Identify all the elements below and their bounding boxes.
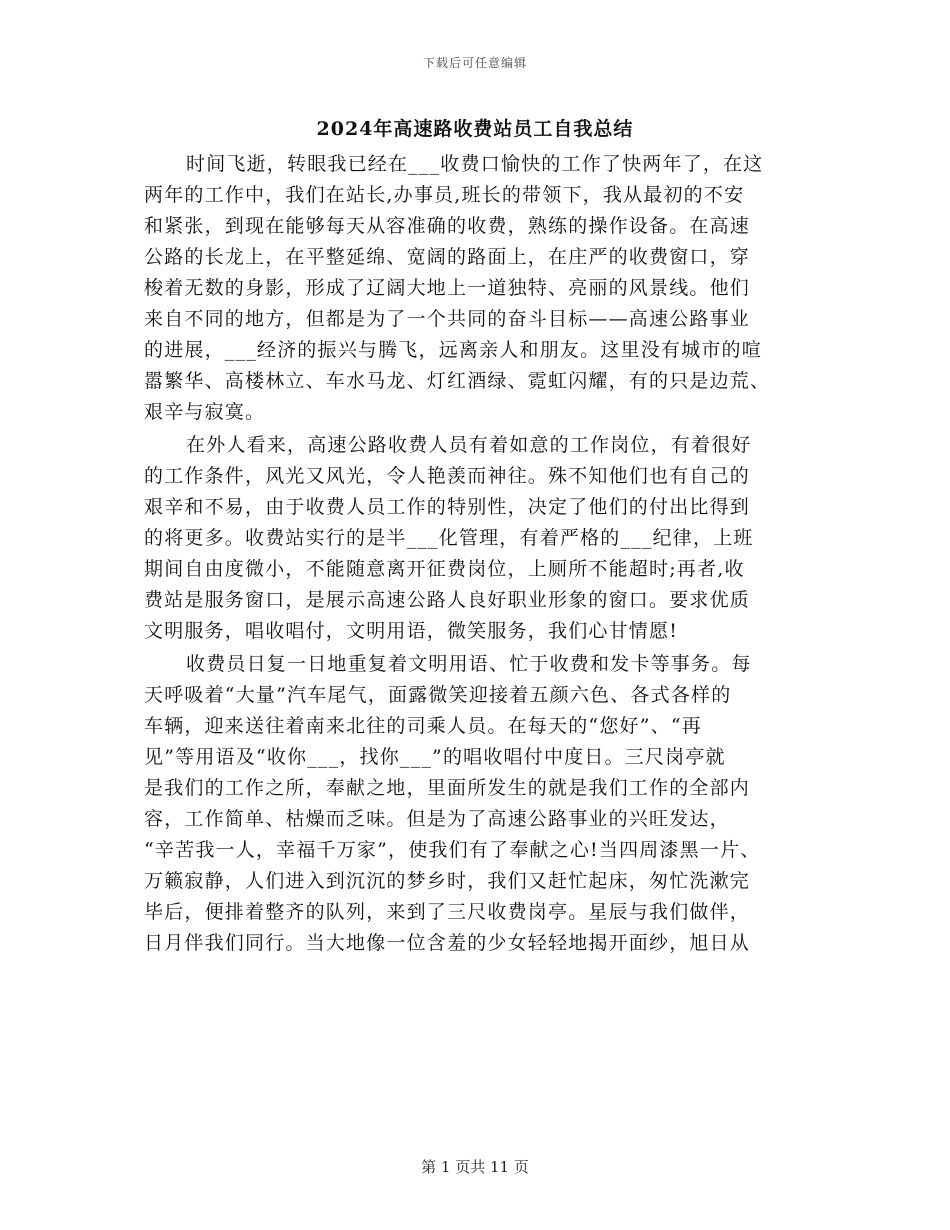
paragraph-line: 车辆，迎来送往着南来北往的司乘人员。在每天的“您好”、“再 <box>144 715 702 737</box>
paragraph-line: “辛苦我一人，幸福千万家”，使我们有了奉献之心!当四周漆黑一片、 <box>144 839 761 861</box>
paragraph-line: 嚣繁华、高楼林立、车水马龙、灯红酒绿、霓虹闪耀，有的只是边荒、 <box>144 370 771 392</box>
document-body <box>144 149 816 959</box>
paragraph-2 <box>144 430 816 647</box>
paragraph-line: 公路的长龙上，在平整延绵、宽阔的路面上，在庄严的收费窗口，穿 <box>144 246 751 268</box>
paragraph-line: 的进展，___经济的振兴与腾飞，远离亲人和朋友。这里没有城市的喧 <box>144 339 762 361</box>
paragraph-line: 和紧张，到现在能够每天从容准确的收费，熟练的操作设备。在高速 <box>144 215 751 237</box>
paragraph-line: 时间飞逝，转眼我已经在___收费口愉快的工作了快两年了，在这 <box>186 153 764 175</box>
paragraph-line: 容，工作简单、枯燥而乏味。但是为了高速公路事业的兴旺发达， <box>144 808 730 830</box>
paragraph-line: 是我们的工作之所，奉献之地，里面所发生的就是我们工作的全部内 <box>144 777 751 799</box>
paragraph-line: 日月伴我们同行。当大地像一位含羞的少女轻轻地揭开面纱，旭日从 <box>144 932 751 954</box>
header-note: 下载后可任意编辑 <box>422 56 527 70</box>
paragraph-line: 收费员日复一日地重复着文明用语、忙于收费和发卡等事务。每 <box>186 653 752 675</box>
paragraph-line: 天呼吸着“大量”汽车尾气，面露微笑迎接着五颜六色、各式各样的 <box>144 684 732 706</box>
paragraph-line: 的工作条件，风光又风光，令人艳羡而神往。殊不知他们也有自己的 <box>144 465 751 487</box>
paragraph-line: 期间自由度微小，不能随意离开征费岗位，上厕所不能超时;再者,收 <box>144 558 745 580</box>
paragraph-3 <box>144 649 816 959</box>
document-title: 2024年高速路收费站员工自我总结 <box>316 118 634 140</box>
paragraph-1 <box>144 149 816 428</box>
paragraph-line: 毕后，便排着整齐的队列，来到了三尺收费岗亭。星辰与我们做伴， <box>144 901 751 923</box>
paragraph-line: 见”等用语及“收你___，找你___”的唱收唱付中度日。三尺岗亭就 <box>144 746 726 768</box>
paragraph-line: 在外人看来，高速公路收费人员有着如意的工作岗位，有着很好 <box>186 434 752 456</box>
paragraph-line: 梭着无数的身影，形成了辽阔大地上一道独特、亮丽的风景线。他们 <box>144 277 751 299</box>
paragraph-line: 艰辛与寂寞。 <box>144 401 266 423</box>
paragraph-line: 艰辛和不易，由于收费人员工作的特别性，决定了他们的付出比得到 <box>144 496 751 518</box>
paragraph-line: 文明服务，唱收唱付，文明用语，微笑服务，我们心甘情愿! <box>144 620 679 642</box>
page-number: 第 1 页共 11 页 <box>421 1158 529 1176</box>
paragraph-line: 万籁寂静，人们进入到沉沉的梦乡时，我们又赶忙起床，匆忙洗漱完 <box>144 870 751 892</box>
paragraph-line: 来自不同的地方，但都是为了一个共同的奋斗目标——高速公路事业 <box>144 308 751 330</box>
paragraph-line: 费站是服务窗口，是展示高速公路人良好职业形象的窗口。要求优质 <box>144 589 751 611</box>
paragraph-line: 两年的工作中，我们在站长,办事员,班长的带领下，我从最初的不安 <box>144 184 745 206</box>
paragraph-line: 的将更多。收费站实行的是半___化管理，有着严格的___纪律，上班 <box>144 527 754 549</box>
